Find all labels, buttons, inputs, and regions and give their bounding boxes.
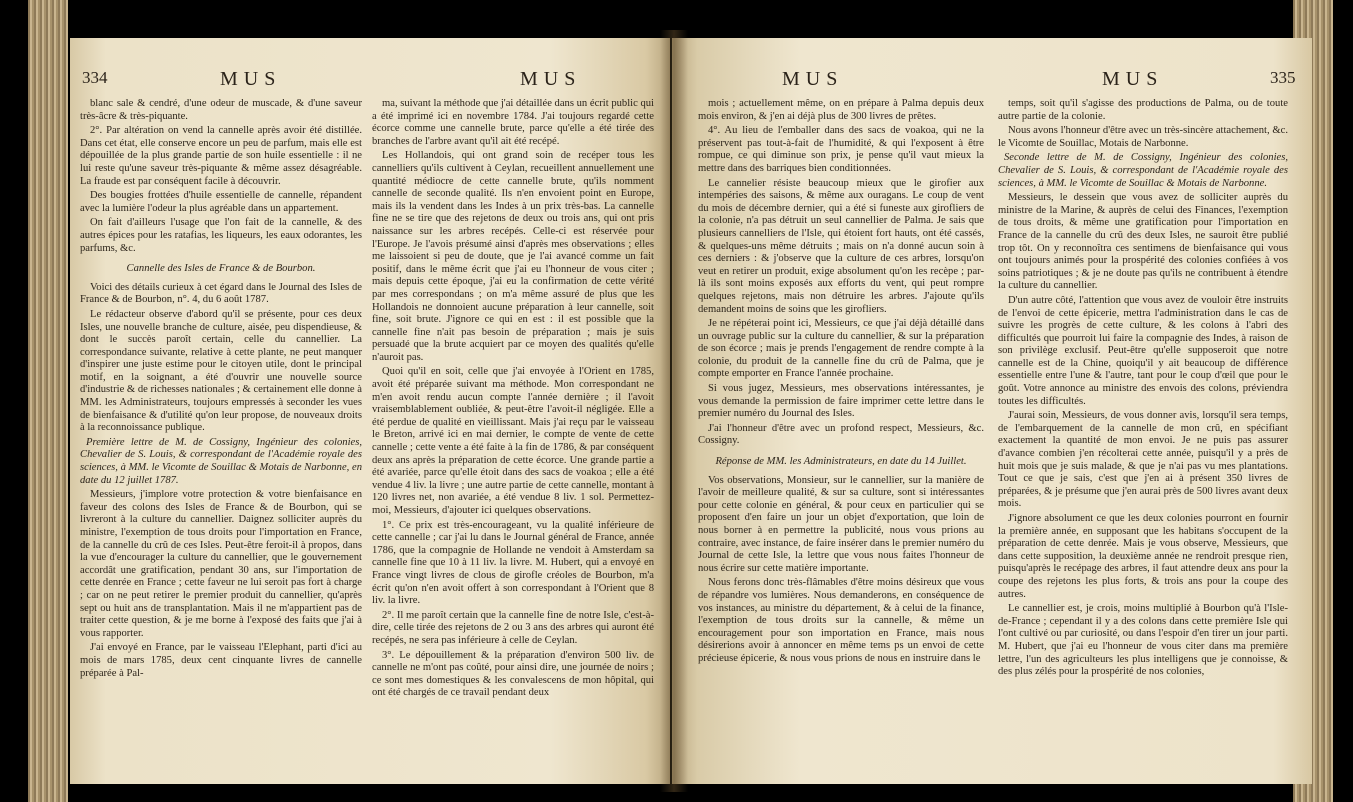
section-heading: Réponse de MM. les Administrateurs, en date du 14 Juillet. (715, 456, 967, 468)
left-page (70, 38, 670, 784)
paragraph: mois ; actuellement même, on en prépare à Palma depuis deux mois environ, & j'en ai déjà plus de 300 livres de prêtes. (698, 98, 984, 122)
paragraph: Les Hollandois, qui ont grand soin de recéper tous les cannelliers qu'ils cultivent à Ceylan, recueillent annuellement une quantité médiocre de cette cannelle brute, qu'ils nomment cannelle de seconde qualité. Ils n'en envoient point en Europe, mais ils la vendent dans les Indes à un prix très-bas. La cannelle fine ne se tire que des rejetons de deux ou trois ans, qui ont pris naissance sur les arbres recépés. Celle-ci est réservée pour l'Europe. Je l'avois présumé ainsi d'après mes observations ; elles me laissoient si peu de doute, que je l'ai avancé comme un fait positif, dans le même écrit que j'ai eu l'honneur de vous citer ; mais depuis cette époque, j'ai eu la confirmation de cette vérité par mes correspondans ; on m'a même assuré de plus que les Hollandois ne donnoient aucune préparation à leur cannelle, soit fine, soit brute. J'ignore ce qui en est : il est possible que la cannelle fine n'ait pas besoin de préparation ; mais je suis persuadé que la brute acquiert par ce moyen des qualités qu'elle n'auroit pas. (372, 150, 654, 363)
page-number-right: 335 (1270, 68, 1296, 87)
running-header-left-2: MUS (520, 68, 582, 90)
paragraph: Quoi qu'il en soit, celle que j'ai envoyée à l'Orient en 1785, avoit été préparée suivant ma méthode. Mon correspondant ne m'en avoit rendu aucun compte l'année dernière ; il l'avoit vraisemblablement oubliée, & peut-être l'avoit-il négligée. Elle a été perdue de qualité en vieillissant. Mais j'ai reçu par le vaisseau le Breton, arrivé ici en mai dernier, le compte de vente de cette cannelle ; cette vente a été faite à la fin de 1786, & par conséquent deux ans après la préparation de cette écorce. Une grande partie a été avariée, parce qu'elle étoit dans des sacs de voakoa ; elle a été vendue 4 liv. la livre ; une autre partie de cette cannelle, montant à 120 livres net, non avariée, a été vendue 8 liv. 1 sol. Permettez-moi, Messieurs, d'ajouter ici quelques observations. (372, 366, 654, 516)
paragraph: Vos observations, Monsieur, sur le cannellier, sur la manière de l'avoir de meilleure qualité, & sur sa culture, sont si intéressantes pour cette colonie en général, & pour ceux en particulier qui se proposent d'en faire un jour un objet d'exportation, que loin de nous borner à en permettre la publicité, nous vous prions au contraire, avec instance, de faire insérer dans le premier numéro du Journal de cette Isle, la lettre que vous nous faites l'honneur de nous écrire sur cette matière importante. (698, 474, 984, 574)
paragraph: Voici des détails curieux à cet égard dans le Journal des Isles de France & de Bourbon, n°. 4, du 6 août 1787. (80, 281, 362, 306)
paragraph: 1°. Ce prix est très-encourageant, vu la qualité inférieure de cette cannelle ; car j'ai lu dans le Journal général de France, année 1786, que la compagnie de Hollande ne vendoit à Amsterdam sa cannelle fine que 10 à 11 liv. la livre. M. Hubert, qui a envoyé en France vingt livres de clous de girofle créoles de Bourbon, m'a écrit qu'on n'en avoit offert à son correspondant à l'Orient que 8 liv. la livre. (372, 519, 654, 607)
right-page-column-1 (698, 98, 984, 776)
paragraph: Nous ferons donc très-flâmables d'être moins désireux que vous de répandre vos lumières. Nous demanderons, en conséquence de vos instances, au ministre du département, & à celui de la finance, l'exemption de tous droits sur la cannelle, & même un encouragement pour son importation en France, mais nous désirerions avoir à annoncer en même tems ps un envoi de cette précieuse épicerie, & nous vous prions de nous en instruire dans le (698, 577, 984, 664)
paragraph: blanc sale & cendré, d'une odeur de muscade, & d'une saveur très-âcre & très-piquante. (80, 98, 362, 122)
paragraph: Le cannellier est, je crois, moins multiplié à Bourbon qu'à l'Isle-de-France ; cependant il y a des colons dans cette première Isle qui l'ont cultivé ou par curiosité, ou dans l'espoir d'en tirer un jour parti. M. Hubert, que j'ai eu l'honneur de vous citer dans ma première lettre, l'un des agriculteurs les plus intelligens que je connoisse, & des plus zélés pour la prospérité de nos colonies, (998, 603, 1288, 678)
paragraph: 2°. Il me paroît certain que la cannelle fine de notre Isle, c'est-à-dire, celle tirée des rejetons de 2 ou 3 ans des arbres qui auront été recépés, ne sera pas inférieure à celle de Ceylan. (372, 609, 654, 646)
paragraph: 3°. Le dépouillement & la préparation d'environ 500 liv. de cannelle ne m'ont pas coûté, pour ainsi dire, une journée de noirs ; ce sont mes domestiques & les convalescens de mon hôpital, qui ont été chargés de ce travail pendant deux (372, 649, 654, 699)
paragraph: Messieurs, j'implore votre protection & votre bienfaisance en faveur des colons des Isles de France & de Bourbon, qui se livreront à la culture du cannellier. Daignez solliciter auprès du ministre, l'exemption de tous droits pour l'importation en France, de la cannelle du crû de ces Isles. Peut-être feroit-il à propos, dans la vue d'encourager la culture du cannellier, que le gouvernement accordât une gratification, pendant 30 ans, sur l'importation de cette denrée en France ; cette faveur ne lui seroit pas fort à charge ; car on ne peut retirer le premier produit du cannellier, qu'après sept ou huit ans de transplantation. Mais il ne m'appartient pas de traiter cette question, & je me borne à l'exposé des faits que j'ai à vous rapporter. (80, 489, 362, 639)
left-page-column-1 (80, 98, 362, 776)
paragraph: temps, soit qu'il s'agisse des productions de Palma, ou de toute autre partie de la colonie. (998, 98, 1288, 122)
letter-heading: Seconde lettre de M. de Cossigny, Ingénieur des colonies, Chevalier de S. Louis, & correspondant de l'Académie royale des sciences, à MM. le Vicomte de Souillac & Motais de Narbonne. (998, 152, 1288, 189)
paragraph: 2°. Par altération on vend la cannelle après avoir été distillée. Dans cet état, elle conserve encore un peu de parfum, mais elle est dépouillée de la plus grande partie de son huile essentielle : il ne lui reste qu'une saveur très-piquante & même assez désagréable. La fraude est par conséquent facile à découvrir. (80, 125, 362, 187)
paragraph: Si vous jugez, Messieurs, mes observations intéressantes, je vous demande la permission de faire imprimer cette lettre dans le premier numéro du Journal des Isles. (698, 383, 984, 420)
right-page (672, 38, 1312, 784)
paragraph: Messieurs, le dessein que vous avez de solliciter auprès du ministre de la Marine, & auprès de celui des Finances, l'exemption de tous droits, & même une gratification pour l'importation en France de la cannelle du crû des deux Isles, ne sauroit être publié trop tôt. On y reconnoîtra ces sentimens de bienfaisance qui vous ont toujours animés pour la prospérité des colonies confiées à vos soins patriotiques ; & je ne doute pas qu'ils ne contribuent à étendre la culture du cannellier. (998, 192, 1288, 292)
paragraph: ma, suivant la méthode que j'ai détaillée dans un écrit public qui a été imprimé ici en novembre 1784. J'ai toujours regardé cette écorce comme une cannelle brute, parce qu'elle a été tirée des branches de l'arbre avant qu'il ait été recépé. (372, 98, 654, 147)
letter-heading: Première lettre de M. de Cossigny, Ingénieur des colonies, Chevalier de S. Louis, & correspondant de l'Académie royale des sciences, à MM. le Vicomte de Souillac & Motais de Narbonne, en date du 12 juillet 1787. (80, 436, 362, 486)
section-heading: Cannelle des Isles de France & de Bourbon. (126, 263, 316, 275)
paragraph: J'ignore absolument ce que les deux colonies pourront en fournir la première année, en supposant que les habitans s'occupent de la préparation de cette denrée. Mais je vous observe, Messieurs, que dans cette supposition, la deuxième année ne rendroit presque rien, puisqu'après le recépage des arbres, il faut attendre deux ans pour la coupe des rejetons les plus forts, & trois ans pour la coupe des autres. (998, 513, 1288, 600)
paragraph: Des bougies frottées d'huile essentielle de cannelle, répandent avec la lumière l'odeur la plus agréable dans un appartement. (80, 190, 362, 214)
right-page-column-2 (998, 98, 1288, 776)
paragraph: J'ai l'honneur d'être avec un profond respect, Messieurs, &c. Cossigny. (698, 422, 984, 447)
paragraph: Nous avons l'honneur d'être avec un très-sincère attachement, &c. le Vicomte de Souillac, Motais de Narbonne. (998, 125, 1288, 149)
paragraph: On fait d'ailleurs l'usage que l'on fait de la cannelle, & des autres épices pour les ratafias, les liqueurs, les eaux odorantes, les parfums, &c. (80, 217, 362, 254)
paragraph: 4°. Au lieu de l'emballer dans des sacs de voakoa, qui ne la préservent pas tout-à-fait de l'humidité, & qui l'exposent à être rompue, ce qui diminue son prix, je pense qu'il vaut mieux la mettre dans des barriques bien conditionnées. (698, 125, 984, 174)
left-page-edges (28, 0, 68, 802)
paragraph: Je ne répéterai point ici, Messieurs, ce que j'ai déjà détaillé dans un ouvrage public sur la culture du cannellier, & sur la préparation de son écorce ; mais je prends l'engagement de rendre compte à la colonie, du produit de la cannelle fine du crû de Palma, que je compte emporter en France l'année prochaine. (698, 318, 984, 380)
paragraph: D'un autre côté, l'attention que vous avez de vouloir être instruits de l'envoi de cette épicerie, mettra l'administration dans le cas de suivre les progrès de cette culture, & les colons à l'abri des difficultés que pourroit lui faire la compagnie des Indes, à raison de son privilège exclusif. Peut-être qu'elle supposeroit que notre cannelle est de la Chine, quoiqu'il y ait beaucoup de différence essentielle entre l'une & l'autre, tant pour le coup d'œil que pour le goût. Votre annonce au ministre des envois des colons, préviendra toutes les difficultés. (998, 294, 1288, 407)
running-header-left-1: MUS (220, 68, 282, 90)
paragraph: Le cannelier résiste beaucoup mieux que le girofier aux intempéries des saisons, & même aux ouragans. Le coup de vent du mois de décembre dernier, qui a été si funeste aux girofliers de la colonie, n'a pas détruit un seul cannellier de Palma. Je sais que plusieurs cannelliers de l'Isle, qui étoient fort hauts, ont été cassés, & quelques-uns même détruits ; mais on n'a donné aucun soin à ces derniers : & j'observe que la culture de ces arbres, lorsqu'on veut en retirer un produit, exige absolument qu'on les recèpe ; par-là ils sont moins exposés aux efforts du vent, qui peut rompre quelques rejetons, mais non détruire les arbres. J'ajoute qu'ils demandent moins de soins que les girofliers. (698, 177, 984, 315)
paragraph: Le rédacteur observe d'abord qu'il se présente, pour ces deux Isles, une nouvelle branche de culture, aisée, peu dispendieuse, & dont le succès paroît certain, celle du cannellier. La correspondance suivante, relative à cette plante, ne peut manquer d'inspirer une juste estime pour le citoyen utile, dont le principal motif, en la soignant, a été d'ouvrir une nouvelle source d'industrie & de richesses nationales ; & certainement elle donne à MM. les Administrateurs, toujours empressés à seconder les vues de bienfaisance & d'utilité qu'on leur propose, de nouveaux droits à la reconnoissance publique. (80, 308, 362, 434)
paragraph: J'ai envoyé en France, par le vaisseau l'Elephant, parti d'ici au mois de mars 1785, deux cent cinquante livres de cannelle préparée à Pal- (80, 642, 362, 679)
page-number-left: 334 (82, 68, 108, 87)
running-header-right-2: MUS (1102, 68, 1164, 90)
book-gutter (660, 30, 688, 792)
paragraph: J'aurai soin, Messieurs, de vous donner avis, lorsqu'il sera temps, de l'embarquement de la cannelle de mon crû, en spécifiant exactement la quantité de mon envoi. Je ne puis pas assurer d'avance combien j'en récolterai cette année, puisqu'il y a près de huit mois que je suis malade, & que je n'ai pas vu mes plantations. Tout ce que je sais, c'est que j'en ai à présent 350 livres de préparées, & je présume que j'en aurai près de 500 livres avant deux mois. (998, 410, 1288, 510)
running-header-right-1: MUS (782, 68, 844, 90)
left-page-column-2 (372, 98, 654, 776)
